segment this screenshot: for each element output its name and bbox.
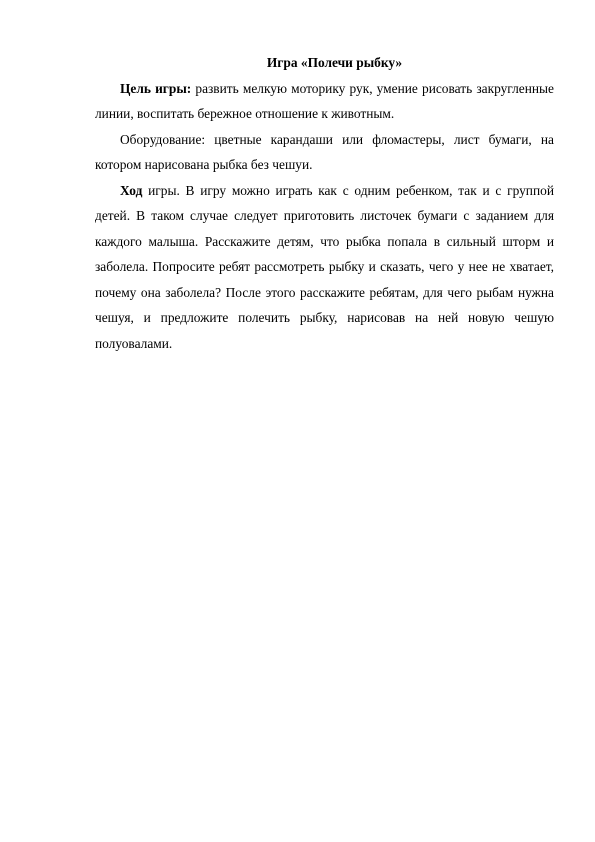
paragraph-goal-text: развить мелкую моторику рук, умение рисовать закругленные линии, воспитать бережное отношение к животным. — [95, 80, 554, 121]
document-title: Игра «Полечи рыбку» — [266, 55, 403, 70]
paragraph-equipment — [95, 127, 554, 178]
paragraph-goal-lead: Цель игры: — [120, 80, 192, 96]
paragraph-procedure-text: игры. В игру можно играть как с одним ребенком, так и с группой детей. В таком случае следует приготовить листочек бумаги с заданием для каждого малыша. Расскажите детям, что рыбка попала в сильный шторм и заболела. Попросите ребят рассмотреть рыбку и сказать, чего у нее не хватает, почему она заболела? После этого расскажите ребятам, для чего рыбам нужна чешуя, и предложите полечить рыбку, нарисовав на ней новую чешую полуовалами. — [95, 182, 554, 351]
paragraph-procedure-lead: Ход — [120, 182, 143, 198]
paragraph-goal — [95, 76, 554, 127]
paragraph-equipment-text: Оборудование: цветные карандаши или фломастеры, лист бумаги, на котором нарисована рыбка без чешуи. — [95, 131, 554, 172]
document-body — [95, 50, 554, 356]
paragraph-procedure — [95, 178, 554, 357]
